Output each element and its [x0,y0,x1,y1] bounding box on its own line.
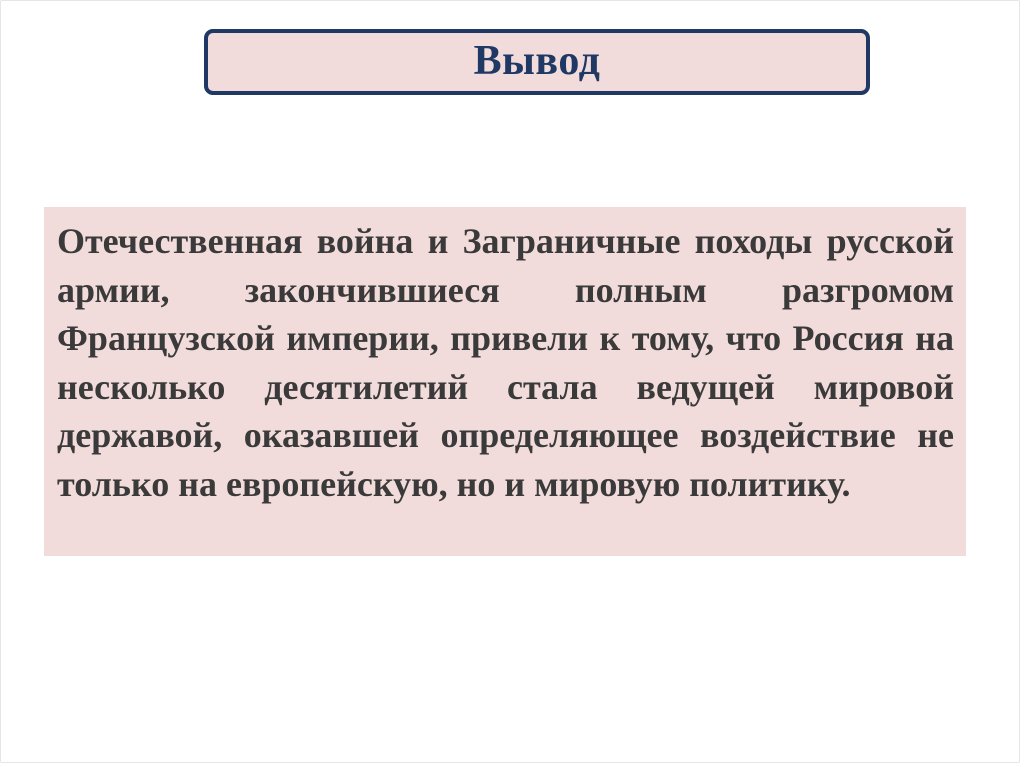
conclusion-paragraph: Отечественная война и Заграничные походы русской армии, закончившиеся полным разгромом Французской империи, привели к тому, что Россия на несколько десятилетий стала ведущей мировой державой, оказавшей определяющее воздействие не только на европейскую, но и мировую политику. [57,221,954,504]
conclusion-text-box [44,207,966,556]
slide-title: Вывод [473,38,601,84]
title-box [204,29,870,95]
